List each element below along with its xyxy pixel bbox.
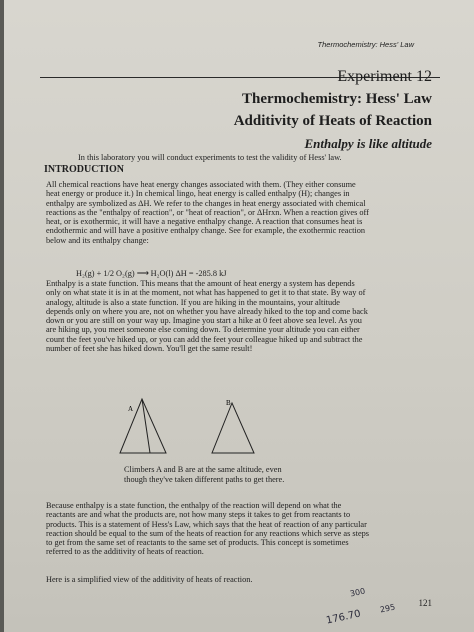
paragraph-line: enthalpy are symbolized as ΔH. We refer to the changes in heat energy associated with chemical <box>46 198 366 208</box>
paragraph-line: Enthalpy is a state function. This means that the amount of heat energy a system has depends <box>46 279 355 288</box>
paragraph-2 <box>46 279 442 353</box>
page-number: 121 <box>418 598 432 608</box>
figure-caption <box>124 465 284 485</box>
handwritten-note: 300 <box>349 586 367 599</box>
paragraph-line: heat, or is exothermic, it will have a negative enthalpy change. A reaction that consumes heat is <box>46 217 363 227</box>
handwritten-note: 295 <box>379 602 397 615</box>
paragraph-line: analogy, altitude is also a state function. If you are hiking in the mountains, your altitude <box>46 297 340 307</box>
tagline: Enthalpy is like altitude <box>304 136 432 151</box>
paragraph-line: reactants are and what the products are, not how many steps it takes to get from reactants to <box>46 510 351 520</box>
mountain-b <box>212 403 254 453</box>
paragraph-line: depends only on where you are, not on whether you have already hiked to the top and come back <box>46 306 368 316</box>
paragraph-line: reactions as the "enthalpy of reaction", or "heat of reaction", or ΔHrxn. When a reaction gives off <box>46 207 369 217</box>
paragraph-line: number of feet she has hiked down. You'll get the same result! <box>46 344 253 354</box>
running-header: Thermochemistry: Hess' Law <box>317 40 414 49</box>
paragraph-line: count the feet you've hiked up, or you can add the feet your colleague hiked up and subtract the <box>46 334 363 344</box>
experiment-number: Experiment 12 <box>337 68 432 85</box>
paragraph-line: products. This is a statement of Hess's Law, which says that the heat of reaction of any particular <box>46 519 367 529</box>
paragraph-line: down or you are still on your way up. Imagine you start a hike at 0 feet above sea level. As you <box>46 316 362 326</box>
paragraph-line: reaction should be equal to the sum of the heats of reaction for any reactions which serve as steps <box>46 528 370 538</box>
paragraph-line: endothermic and will have a positive enthalpy change. See for example, the exothermic reaction <box>46 226 366 236</box>
textbook-page <box>4 0 474 632</box>
paragraph-line: below and its enthalpy change: <box>46 235 149 245</box>
paragraph-3 <box>46 501 442 557</box>
paragraph-line: All chemical reactions have heat energy changes associated with them. (They either consume <box>46 180 356 189</box>
paragraph-line: Here is a simplified view of the additivity of heats of reaction. <box>46 575 253 584</box>
paragraph-1 <box>46 180 442 245</box>
closing-line <box>46 575 442 584</box>
paragraph-line: are hiking up, you meet someone else coming down. To determine your altitude you can either <box>46 325 360 335</box>
caption-line: though they've taken different paths to get there. <box>124 475 285 484</box>
equation: H₂(g) + 1/2 O₂(g) ⟶ H₂O(l) ΔH = -285.8 kJ <box>76 269 227 278</box>
handwritten-note: 176.70 <box>325 608 362 627</box>
paragraph-line: only on what state it is in at the moment, not what has happened to get it to that state. By way of <box>46 288 366 298</box>
label-a: A <box>128 405 134 413</box>
section-heading: INTRODUCTION <box>44 164 125 175</box>
paragraph-line: heat energy or produce it.) In chemical lingo, heat energy is called enthalpy (H); changes in <box>46 189 350 199</box>
paragraph-line: to get from the same set of reactants to the same set of products. This concept is sometimes <box>46 538 349 548</box>
paragraph-line: referred to as the additivity of heats of reaction. <box>46 547 204 557</box>
caption-line: Climbers A and B are at the same altitude, even <box>124 465 282 474</box>
climbers-figure <box>114 395 274 465</box>
page-title: Thermochemistry: Hess' Law <box>242 91 432 107</box>
paragraph-line: Because enthalpy is a state function, the enthalpy of the reaction will depend on what the <box>46 501 342 510</box>
page-subtitle: Additivity of Heats of Reaction <box>233 113 432 129</box>
label-b: B <box>226 399 231 407</box>
intro-sentence: In this laboratory you will conduct experiments to test the validity of Hess' law. <box>78 153 342 162</box>
